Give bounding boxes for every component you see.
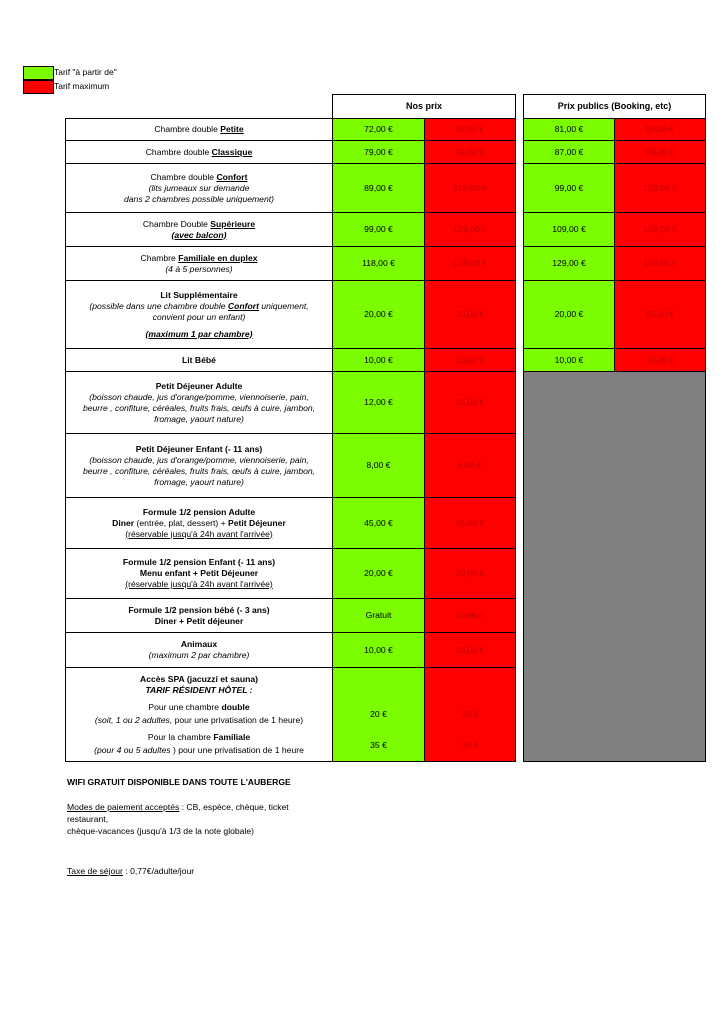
half-board-child-label: Formule 1/2 pension Enfant (- 11 ans) Menu enfant + Petit Déjeuner (réservable jusqu'à 24h avant l'arrivée) bbox=[66, 549, 333, 599]
price-min: 20,00 € bbox=[333, 281, 425, 349]
room-note: (4 à 5 personnes) bbox=[165, 263, 233, 274]
breakfast-child-label: Petit Déjeuner Enfant (- 11 ans) (boisson chaude, jus d'orange/pomme, viennoiserie, pain, beurre , confiture, céréales, fruits frais, œufs à cuire, jambon, fromage, yaourt nature) bbox=[66, 434, 333, 498]
public-price-max: 129,00 € bbox=[615, 164, 706, 213]
spa-price-min: 20 € 35 € bbox=[333, 668, 425, 762]
price-min: 10,00 € bbox=[333, 349, 425, 372]
pets-label: Animaux (maximum 2 par chambre) bbox=[66, 633, 333, 668]
public-price-min: 81,00 € bbox=[524, 119, 615, 141]
public-price-max: 149,00 € bbox=[615, 247, 706, 281]
room-note: (lits jumeaux sur demande dans 2 chambres possible uniquement) bbox=[123, 182, 274, 204]
price-max: 119,00 € bbox=[425, 164, 516, 213]
public-prices-unavailable bbox=[524, 372, 706, 762]
price-max: 10,00 € bbox=[425, 349, 516, 372]
table-row bbox=[66, 141, 706, 164]
tourist-tax: Taxe de séjour : 0,77€/adulte/jour bbox=[67, 866, 195, 876]
room-label: Chambre double Confort (lits jumeaux sur demande dans 2 chambres possible uniquement) bbox=[66, 164, 333, 213]
price-min: 79,00 € bbox=[333, 141, 425, 164]
header-our-prices: Nos prix bbox=[333, 95, 516, 119]
public-price-min: 129,00 € bbox=[524, 247, 615, 281]
price-min: Gratuit bbox=[333, 599, 425, 633]
legend-label: Tarif maximum bbox=[54, 81, 110, 91]
price-min: 10,00 € bbox=[333, 633, 425, 668]
price-max: 45,00 € bbox=[425, 498, 516, 549]
price-max: 8,00 € bbox=[425, 434, 516, 498]
price-min: 8,00 € bbox=[333, 434, 425, 498]
price-table bbox=[65, 94, 706, 762]
price-max: 10,00 € bbox=[425, 633, 516, 668]
room-label: Chambre Double Supérieure (avec balcon) bbox=[66, 213, 333, 247]
public-price-min: 109,00 € bbox=[524, 213, 615, 247]
table-row bbox=[66, 213, 706, 247]
public-price-max: 95,00 € bbox=[615, 119, 706, 141]
table-row bbox=[66, 164, 706, 213]
price-max: 20,00 € bbox=[425, 549, 516, 599]
wifi-notice: WIFI GRATUIT DISPONIBLE DANS TOUTE L'AUBERGE bbox=[67, 777, 291, 787]
price-min: 118,00 € bbox=[333, 247, 425, 281]
breakfast-adult-label: Petit Déjeuner Adulte (boisson chaude, jus d'orange/pomme, viennoiserie, pain, beurre , confiture, céréales, fruits frais, œufs à cuire, jambon, fromage, yaourt nature) bbox=[66, 372, 333, 434]
price-max: Gratuit bbox=[425, 599, 516, 633]
table-header-row bbox=[66, 95, 706, 119]
public-price-max: 99,00 € bbox=[615, 141, 706, 164]
room-label: Chambre Familiale en duplex (4 à 5 personnes) bbox=[66, 247, 333, 281]
price-max: 149,00 € bbox=[425, 247, 516, 281]
payment-methods: Modes de paiement acceptés : CB, espèce, chèque, ticket restaurant, chèque-vacances (jusqu'à 1/3 de la note globale) bbox=[67, 802, 289, 836]
table-row bbox=[66, 281, 706, 349]
price-min: 72,00 € bbox=[333, 119, 425, 141]
price-min: 45,00 € bbox=[333, 498, 425, 549]
room-label: Chambre double Classique bbox=[66, 141, 333, 164]
public-price-max: 139,00 € bbox=[615, 213, 706, 247]
table-row bbox=[66, 119, 706, 141]
public-price-min: 10,00 € bbox=[524, 349, 615, 372]
price-max: 92,00 € bbox=[425, 119, 516, 141]
half-board-adult-label: Formule 1/2 pension Adulte Diner (entrée, plat, dessert) + Petit Déjeuner (réservable jusqu'à 24h avant l'arrivée) bbox=[66, 498, 333, 549]
spa-label: Accès SPA (jacuzzi et sauna) TARIF RÉSIDENT HÔTEL : Pour une chambre double (soit, 1 ou 2 adultes, pour une privatisation de 1 heure) Pour la chambre Familiale (pour 4 ou 5 adultes ) pour une privatisation de 1 heure bbox=[66, 668, 333, 762]
legend-swatch-red bbox=[23, 80, 54, 94]
price-max: 30,00 € bbox=[425, 281, 516, 349]
public-price-min: 20,00 € bbox=[524, 281, 615, 349]
extra-bed-label: Lit Supplémentaire (possible dans une chambre double Confort uniquement, convient pour un enfant) (maximum 1 par chambre) bbox=[66, 281, 333, 349]
public-price-max: 10,00 € bbox=[615, 349, 706, 372]
price-min: 89,00 € bbox=[333, 164, 425, 213]
price-min: 20,00 € bbox=[333, 549, 425, 599]
room-label: Chambre double Petite bbox=[66, 119, 333, 141]
header-public-prices: Prix publics (Booking, etc) bbox=[524, 95, 706, 119]
public-price-min: 99,00 € bbox=[524, 164, 615, 213]
table-row bbox=[66, 349, 706, 372]
public-price-min: 87,00 € bbox=[524, 141, 615, 164]
table-row bbox=[66, 247, 706, 281]
price-max: 99,00 € bbox=[425, 141, 516, 164]
baby-bed-label: Lit Bébé bbox=[66, 349, 333, 372]
price-min: 12,00 € bbox=[333, 372, 425, 434]
legend-label: Tarif "à partir de" bbox=[54, 67, 117, 77]
price-min: 99,00 € bbox=[333, 213, 425, 247]
half-board-baby-label: Formule 1/2 pension bébé (- 3 ans) Diner + Petit déjeuner bbox=[66, 599, 333, 633]
spa-price-max: 20 € 35 € bbox=[425, 668, 516, 762]
room-note: (avec balcon) bbox=[171, 229, 227, 240]
price-max: 129,00 € bbox=[425, 213, 516, 247]
table-row bbox=[66, 372, 706, 434]
public-price-max: 30,00 € bbox=[615, 281, 706, 349]
price-max: 12,00 € bbox=[425, 372, 516, 434]
legend-swatch-green bbox=[23, 66, 54, 80]
